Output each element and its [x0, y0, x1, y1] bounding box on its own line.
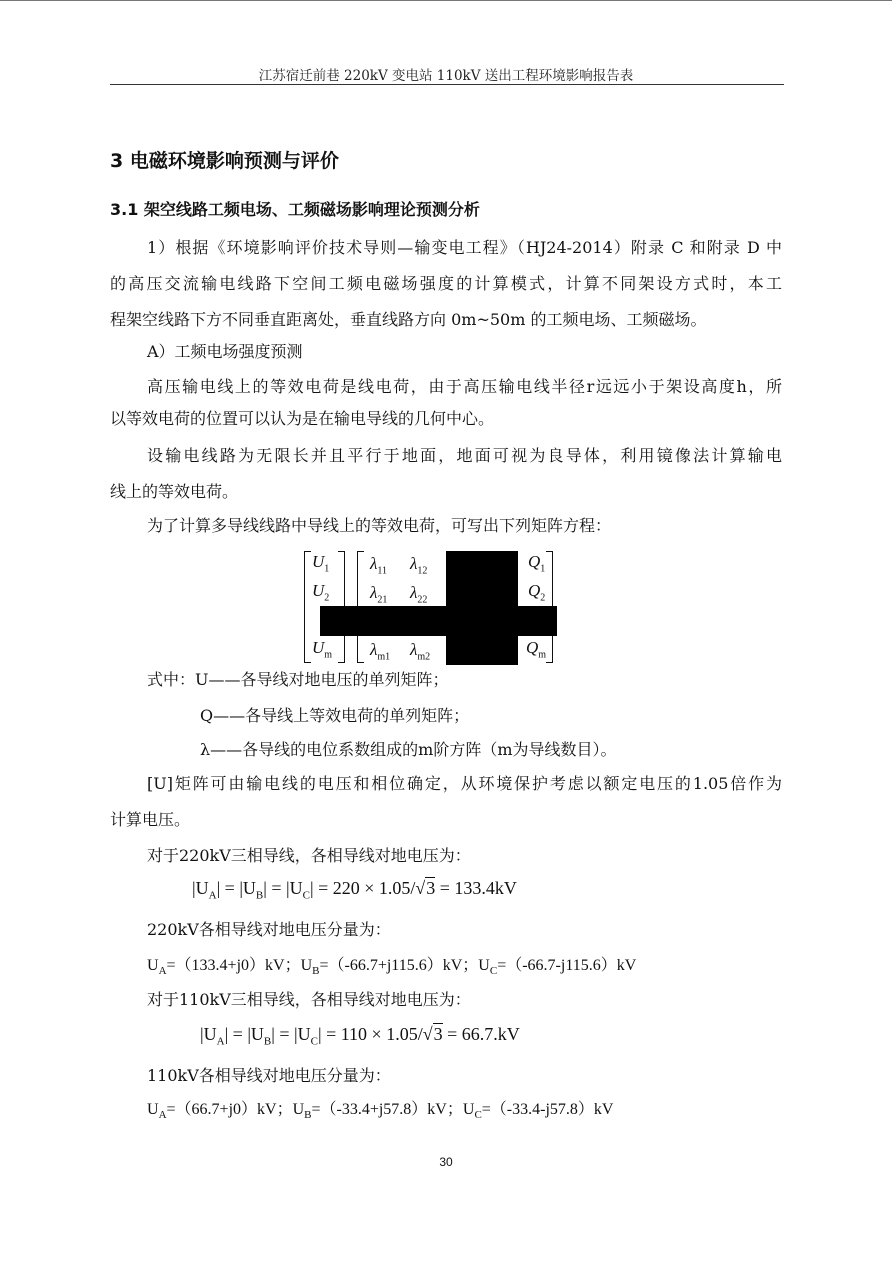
matrix-l22: $\lambda_{22}$	[410, 583, 428, 606]
matrix-q2: $Q_2$	[528, 581, 546, 604]
paragraph-5-line-2: 计算电压。	[110, 810, 191, 829]
paragraph-5-line-1: [U]矩阵可由输电线的电压和相位确定，从环境保护考虑以额定电压的1.05倍作为	[147, 774, 782, 793]
paragraph-1-line-2: 的高压交流输电线路下空间工频电磁场强度的计算模式，计算不同架设方式时，本工	[110, 274, 782, 293]
paragraph-1-line-3: 程架空线路下方不同垂直距离处，垂直线路方向 0m~50m 的工频电场、工频磁场。	[110, 310, 707, 329]
section-title: 3 电磁环境影响预测与评价	[110, 150, 339, 172]
paragraph-4: 为了计算多导线线路中导线上的等效电荷，可写出下列矩阵方程：	[147, 516, 612, 535]
matrix-um: $U_m$	[312, 638, 333, 661]
components-220kv: $U_A=(133.4+j0)kV$；$U_B=(-66.7+j115.6)kV$；$U_C=(-66.7-j115.6)kV$	[147, 957, 637, 978]
matrix-l11: $\lambda_{11}$	[370, 554, 388, 577]
definition-u: 式中：U——各导线对地电压的单列矩阵；	[147, 670, 449, 689]
matrix-qm: $Q_m$	[526, 638, 547, 661]
running-header: 江苏宿迁前巷 220kV 变电站 110kV 送出工程环境影响报告表	[258, 68, 634, 84]
components-110kv: $U_A=(66.7+j0)kV$；$U_B=(-33.4+j57.8)kV$；$U_C=(-33.4-j57.8)kV$	[147, 1101, 614, 1122]
paragraph-3-line-1: 设输电线路为无限长并且平行于地面，地面可视为良导体，利用镜像法计算输电	[147, 446, 782, 465]
matrix-l12: $\lambda_{12}$	[410, 554, 428, 577]
matrix-u2: $U_2$	[312, 581, 330, 604]
definition-lambda: λ——各导线的电位系数组成的m阶方阵（m为导线数目）。	[200, 740, 617, 759]
formula-220kv-magnitude: $|U_A| = |U_B| = |U_C| = 220 \times 1.05/√3 = 133.4kV$	[192, 878, 517, 902]
paragraph-7: 220kV各相导线对地电压分量为：	[147, 920, 391, 939]
u-bracket-left	[304, 551, 311, 663]
matrix-u1: $U_1$	[312, 552, 330, 575]
matrix-equation	[300, 548, 562, 666]
page-top-border	[0, 0, 892, 1]
matrix-q1: $Q_1$	[528, 552, 546, 575]
header-rule	[110, 84, 784, 85]
subheading-a: A）工频电场强度预测	[147, 342, 303, 361]
paragraph-2-line-1: 高压输电线上的等效电荷是线电荷，由于高压输电线半径r远远小于架设高度h，所	[147, 377, 782, 396]
matrix-lm1: $\lambda_{m1}$	[370, 640, 391, 663]
matrix-lm2: $\lambda_{m2}$	[410, 640, 431, 663]
matrix-l21: $\lambda_{21}$	[370, 583, 388, 606]
paragraph-6: 对于220kV三相导线，各相导线对地电压为：	[147, 846, 471, 865]
paragraph-9: 110kV各相导线对地电压分量为：	[147, 1066, 391, 1085]
paragraph-1-line-1: 1）根据《环境影响评价技术导则—输变电工程》（HJ24-2014）附录 C 和附录 D 中	[147, 238, 782, 257]
redaction-block-horizontal	[320, 606, 557, 636]
subsection-title: 3.1 架空线路工频电场、工频磁场影响理论预测分析	[110, 200, 480, 219]
formula-110kv-magnitude: $|U_A| = |U_B| = |U_C| = 110 \times 1.05/√3 = 66.7.kV$	[200, 1024, 520, 1048]
definition-q: Q——各导线上等效电荷的单列矩阵；	[200, 706, 470, 725]
paragraph-2-line-2: 以等效电荷的位置可以认为是在输电导线的几何中心。	[110, 409, 495, 428]
paragraph-8: 对于110kV三相导线，各相导线对地电压为：	[147, 990, 471, 1009]
paragraph-3-line-2: 线上的等效电荷。	[110, 482, 239, 501]
page-number: 30	[439, 1155, 453, 1169]
